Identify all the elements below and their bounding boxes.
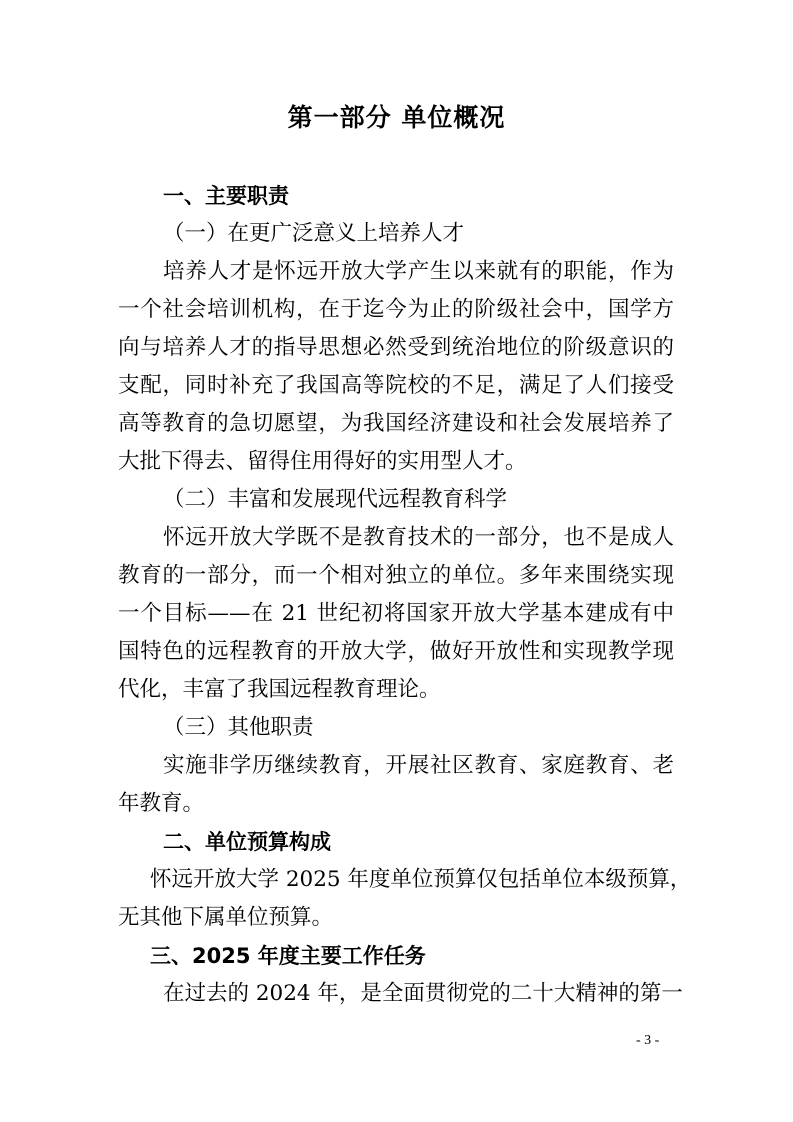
paragraph-line: 代化，丰富了我国远程教育理论。 <box>118 677 441 702</box>
subheading-cultivate-talent: （一）在更广泛意义上培养人才 <box>163 221 465 246</box>
paragraph-line: 国特色的远程教育的开放大学，做好开放性和实现教学现 <box>118 639 674 664</box>
section-heading-budget-composition: 二、单位预算构成 <box>163 830 331 854</box>
section-heading-work-tasks: 三、2025 年度主要工作任务 <box>150 944 426 968</box>
paragraph-line: 年教育。 <box>118 791 205 816</box>
page-number: - 3 - <box>636 1033 660 1048</box>
paragraph-line: 支配，同时补充了我国高等院校的不足，满足了人们接受 <box>118 373 674 398</box>
paragraph-line: 一个社会培训机构，在于迄今为止的阶级社会中，国学方 <box>118 297 674 322</box>
paragraph-line: 怀远开放大学既不是教育技术的一部分，也不是成人 <box>163 525 674 550</box>
paragraph-line: 实施非学历继续教育，开展社区教育、家庭教育、老 <box>163 753 674 778</box>
paragraph-line: 向与培养人才的指导思想必然受到统治地位的阶级意识的 <box>118 335 674 360</box>
paragraph-line: 一个目标——在 21 世纪初将国家开放大学基本建成有中 <box>118 601 674 626</box>
page-title: 第一部分 单位概况 <box>287 103 506 132</box>
subheading-distance-education: （二）丰富和发展现代远程教育科学 <box>163 487 508 512</box>
section-heading-duties: 一、主要职责 <box>163 184 289 208</box>
subheading-other-duties: （三）其他职责 <box>163 715 314 740</box>
paragraph-line: 教育的一部分，而一个相对独立的单位。多年来围绕实现 <box>118 563 674 588</box>
paragraph-line: 怀远开放大学 2025 年度单位预算仅包括单位本级预算， <box>150 867 692 892</box>
paragraph-line: 无其他下属单位预算。 <box>118 905 334 930</box>
paragraph-line: 大批下得去、留得住用得好的实用型人才。 <box>118 449 527 474</box>
paragraph-line: 在过去的 2024 年，是全面贯彻党的二十大精神的第一 <box>163 981 683 1006</box>
paragraph-line: 高等教育的急切愿望，为我国经济建设和社会发展培养了 <box>118 411 674 436</box>
paragraph-line: 培养人才是怀远开放大学产生以来就有的职能，作为 <box>163 259 674 284</box>
